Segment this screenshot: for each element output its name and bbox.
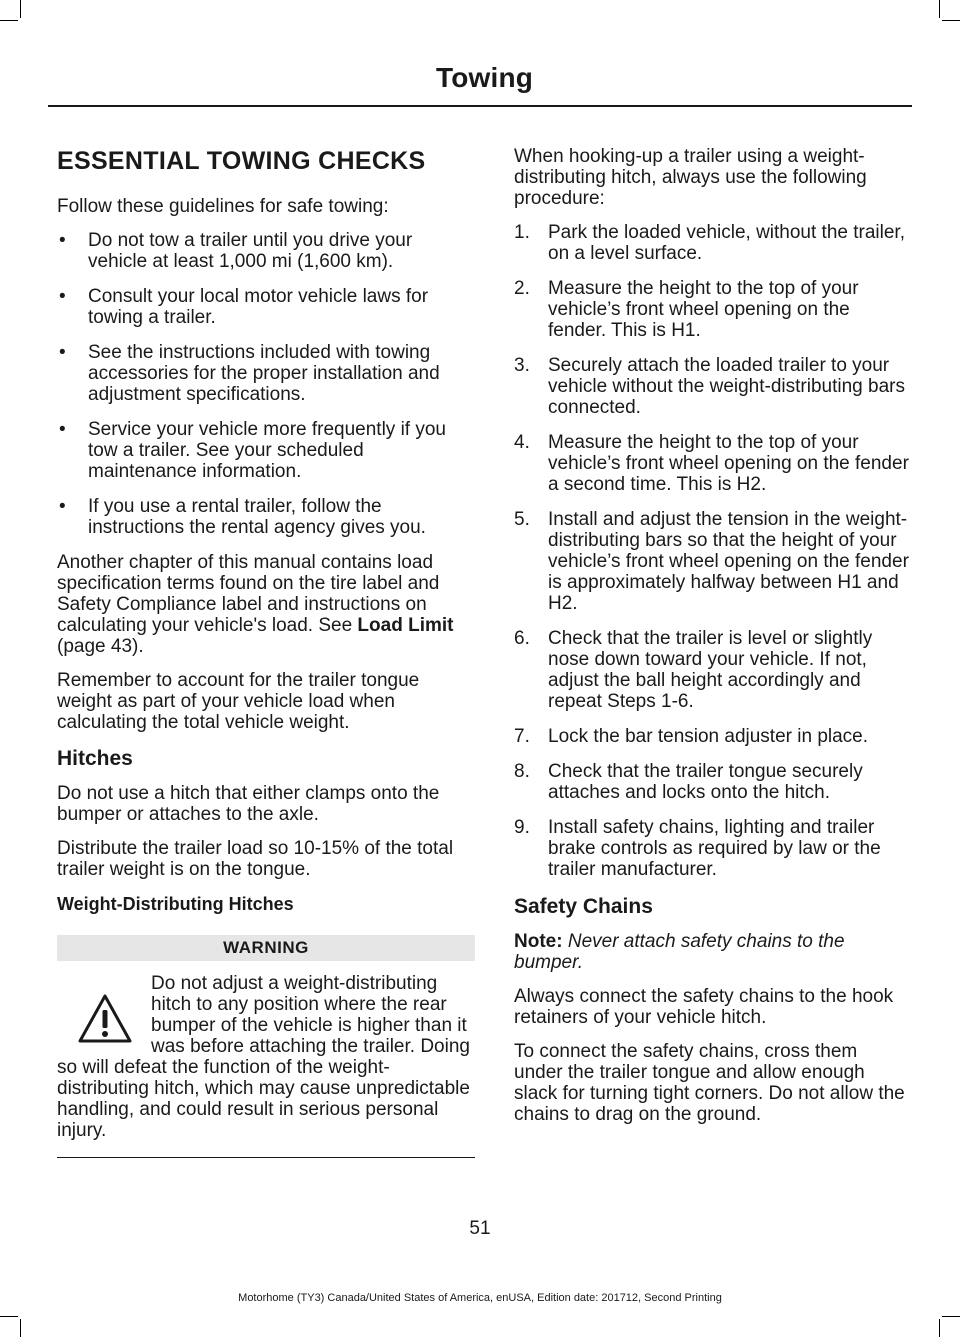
list-item [57, 342, 475, 405]
step-text: Securely attach the loaded trailer to your vehicle without the weight-distributing bars connected. [548, 355, 905, 418]
warning-body [57, 973, 475, 1141]
hitches-paragraph: Do not use a hitch that either clamps onto the bumper or attaches to the axle. [57, 783, 440, 825]
procedure-steps [514, 222, 910, 880]
step-item [514, 278, 910, 341]
list-item-text: See the instructions included with towing accessories for the proper installation and adjustment specifications. [88, 342, 440, 405]
crop-mark [0, 1316, 18, 1317]
bullet-glyph: • [59, 496, 66, 517]
step-item [514, 432, 910, 495]
warning-text: Do not adjust a weight-distributing hitch to any position where the rear bumper of the vehicle is higher than it was before attaching the trailer. Doing so will defeat the function of the weight-distributing hitch, which may cause unpredictable handling, and could result in serious personal injury. [57, 973, 470, 1141]
procedure-intro: When hooking-up a trailer using a weight-distributing hitch, always use the following procedure: [514, 146, 867, 209]
step-item [514, 726, 910, 747]
page-header-title: Towing [436, 62, 534, 93]
load-paragraph-text: Another chapter of this manual contains load specification terms found on the tire label and Safety Compliance label and instructions on calculating your vehicle's load. See [57, 552, 440, 636]
warning-label: WARNING [57, 935, 475, 961]
step-text: Install safety chains, lighting and trailer brake controls as required by law or the trailer manufacturer. [548, 817, 881, 880]
step-number: 2. [514, 278, 530, 299]
bullet-glyph: • [59, 342, 66, 363]
guideline-list [57, 230, 475, 538]
weight-distributing-title: Weight-Distributing Hitches [57, 894, 294, 914]
list-item-text: If you use a rental trailer, follow the instructions the rental agency gives you. [88, 496, 426, 538]
list-item-text: Do not tow a trailer until you drive your vehicle at least 1,000 mi (1,600 km). [88, 230, 413, 272]
list-item [57, 286, 475, 328]
load-distribution-paragraph: Distribute the trailer load so 10-15% of the total trailer weight is on the tongue. [57, 838, 454, 880]
left-column [57, 146, 475, 1158]
step-text: Check that the trailer tongue securely attaches and locks onto the hitch. [548, 761, 863, 803]
hitches-title: Hitches [57, 747, 133, 770]
load-limit-link[interactable]: Load Limit [357, 615, 454, 636]
step-text: Lock the bar tension adjuster in place. [548, 726, 869, 747]
step-number: 7. [514, 726, 530, 747]
list-item [57, 419, 475, 482]
list-item [57, 496, 475, 538]
crop-mark [939, 1319, 940, 1337]
chains-paragraph: Always connect the safety chains to the hook retainers of your vehicle hitch. [514, 986, 894, 1028]
safety-chains-title: Safety Chains [514, 895, 653, 918]
list-item [57, 230, 475, 272]
step-text: Check that the trailer is level or slightly nose down toward your vehicle. If not, adjust the ball height accordingly and repeat Steps 1-6. [548, 628, 873, 712]
note-label: Note: [514, 931, 563, 952]
note-paragraph [514, 931, 910, 973]
bullet-glyph: • [59, 419, 66, 440]
crop-mark [942, 20, 960, 21]
crop-mark [939, 0, 940, 18]
crop-mark [0, 20, 18, 21]
header-rule [48, 105, 912, 107]
warning-rule [57, 1157, 475, 1158]
step-number: 8. [514, 761, 530, 782]
list-item-text: Consult your local motor vehicle laws for towing a trailer. [88, 286, 429, 328]
bullet-glyph: • [59, 230, 66, 251]
step-number: 3. [514, 355, 530, 376]
crop-mark [20, 0, 21, 18]
footer-edition: Motorhome (TY3) Canada/United States of America, enUSA, Edition date: 201712, Second Printing [238, 1292, 722, 1304]
load-paragraph-page: (page 43). [57, 636, 144, 657]
warning-triangle-icon [77, 993, 133, 1045]
page-number: 51 [469, 1218, 491, 1239]
crop-mark [942, 1316, 960, 1317]
load-paragraph [57, 552, 475, 657]
section-title: ESSENTIAL TOWING CHECKS [57, 147, 426, 175]
chains-connect-paragraph: To connect the safety chains, cross them under the trailer tongue and allow enough slack for turning tight corners. Do not allow the chains to drag on the ground. [514, 1041, 905, 1125]
step-number: 6. [514, 628, 530, 649]
step-number: 5. [514, 509, 530, 530]
right-column [514, 146, 910, 1138]
step-number: 9. [514, 817, 530, 838]
step-item [514, 628, 910, 712]
bullet-glyph: • [59, 286, 66, 307]
step-text: Install and adjust the tension in the weight-distributing bars so that the height of your vehicle’s front wheel opening on the fender is approximately halfway between H1 and H2. [548, 509, 909, 614]
step-item [514, 761, 910, 803]
warning-box [57, 935, 475, 1158]
step-item [514, 222, 910, 264]
list-item-text: Service your vehicle more frequently if you tow a trailer. See your scheduled maintenance information. [88, 419, 446, 482]
step-text: Measure the height to the top of your vehicle’s front wheel opening on the fender. This is H1. [548, 278, 859, 341]
step-number: 4. [514, 432, 530, 453]
tongue-weight-paragraph: Remember to account for the trailer tongue weight as part of your vehicle load when calculating the total vehicle weight. [57, 670, 420, 733]
step-item [514, 509, 910, 614]
step-item [514, 355, 910, 418]
step-item [514, 817, 910, 880]
note-text: Never attach safety chains to the bumper. [514, 931, 845, 973]
step-text: Measure the height to the top of your vehicle’s front wheel opening on the fender a second time. This is H2. [548, 432, 909, 495]
step-text: Park the loaded vehicle, without the trailer, on a level surface. [548, 222, 905, 264]
intro-paragraph: Follow these guidelines for safe towing: [57, 196, 389, 217]
crop-mark [20, 1319, 21, 1337]
step-number: 1. [514, 222, 530, 243]
